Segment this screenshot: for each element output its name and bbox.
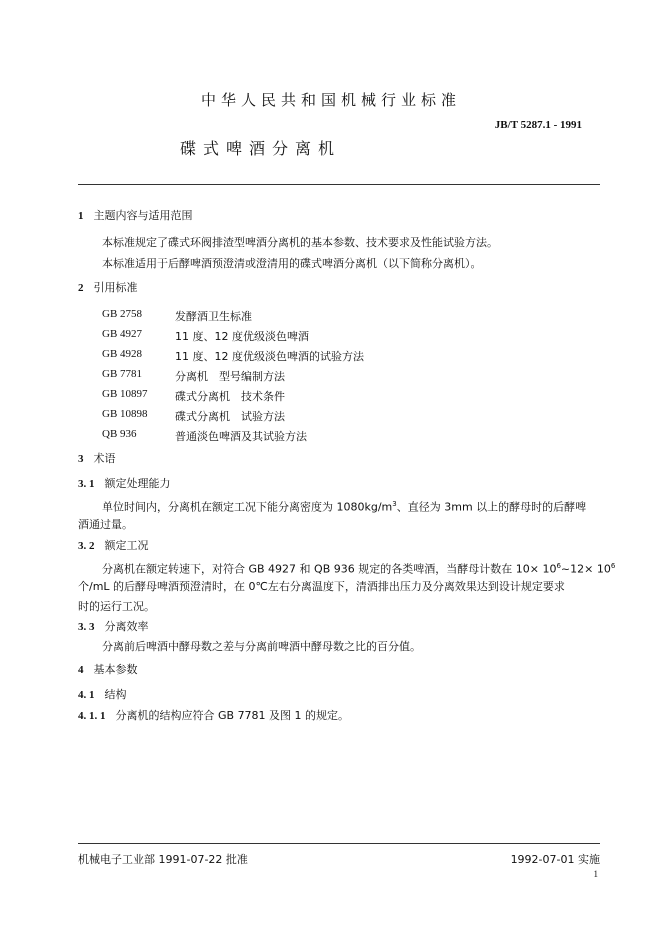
header-divider	[78, 184, 600, 185]
footer-divider	[78, 843, 600, 844]
paragraph	[102, 559, 615, 577]
section-title: 主题内容与适用范围	[93, 209, 193, 222]
page-number: 1	[593, 869, 598, 879]
paragraph-continuation: 时的运行工况。	[78, 600, 155, 613]
section-2-heading	[78, 281, 138, 295]
subsection-text: 分离机的结构应符合 GB 7781 及图 1 的规定。	[115, 709, 350, 722]
approval-statement: 机械电子工业部 1991-07-22 批准	[78, 853, 248, 866]
paragraph: 本标准适用于后酵啤酒预澄清或澄清用的碟式啤酒分离机（以下简称分离机）。	[102, 257, 482, 270]
section-4-heading	[78, 663, 138, 677]
section-number: 2	[78, 282, 84, 294]
paragraph: 本标准规定了碟式环阀排渣型啤酒分离机的基本参数、技术要求及性能试验方法。	[102, 236, 498, 249]
subsection-3-2-heading	[78, 539, 149, 553]
paragraph	[102, 497, 586, 515]
standard-number: JB/T 5287.1 - 1991	[494, 119, 582, 131]
subsection-title: 额定处理能力	[104, 477, 171, 490]
subsection-number: 4. 1	[78, 689, 95, 701]
section-title: 术语	[93, 452, 116, 465]
reference-code: GB 4928	[102, 348, 143, 360]
subsection-4-1-1-heading	[78, 709, 349, 723]
section-title: 基本参数	[93, 663, 138, 676]
text-run: 、直径为 3mm 以上的酵母时的后酵啤	[396, 500, 587, 514]
subsection-title: 额定工况	[104, 539, 149, 552]
section-number: 1	[78, 210, 84, 222]
text-run: ~12× 10	[560, 562, 611, 576]
section-title: 引用标准	[93, 281, 138, 294]
subsection-number: 3. 3	[78, 621, 95, 633]
reference-code: GB 10898	[102, 408, 148, 420]
subsection-3-3-heading	[78, 620, 149, 634]
reference-title: 发酵酒卫生标准	[175, 310, 252, 323]
paragraph-continuation: 酒通过量。	[78, 518, 133, 531]
superscript: 6	[556, 562, 561, 570]
reference-code: GB 10897	[102, 388, 148, 400]
paragraph-continuation: 个/mL 的后酵母啤酒预澄清时，在 0℃左右分离温度下，清酒排出压力及分离效果达到设计规定要求	[78, 580, 565, 593]
subsection-4-1-heading	[78, 688, 127, 702]
subsection-title: 结构	[104, 688, 127, 701]
section-3-heading	[78, 452, 116, 466]
reference-title: 碟式分离机 技术条件	[175, 390, 285, 403]
implementation-date: 1992-07-01 实施	[510, 853, 600, 866]
superscript: 3	[392, 500, 397, 508]
subsection-number: 3. 2	[78, 540, 95, 552]
reference-code: GB 4927	[102, 328, 143, 340]
reference-title: 碟式分离机 试验方法	[175, 410, 285, 423]
text-run: 单位时间内，分离机在额定工况下能分离密度为 1080kg/m	[102, 500, 393, 514]
section-number: 4	[78, 664, 84, 676]
paragraph: 分离前后啤酒中酵母数之差与分离前啤酒中酵母数之比的百分值。	[102, 640, 421, 653]
text-run: 分离机在额定转速下，对符合 GB 4927 和 QB 936 规定的各类啤酒，当酵母计数在 10× 10	[102, 562, 557, 576]
subsection-number: 3. 1	[78, 478, 95, 490]
reference-code: QB 936	[102, 428, 137, 440]
standard-type-header: 中华人民共和国机械行业标准	[200, 91, 461, 109]
subsection-title: 分离效率	[104, 620, 149, 633]
subsection-number: 4. 1. 1	[78, 710, 106, 722]
document-title: 碟式啤酒分离机	[180, 139, 342, 158]
reference-code: GB 7781	[102, 368, 143, 380]
superscript: 6	[610, 562, 616, 570]
reference-title: 普通淡色啤酒及其试验方法	[175, 430, 307, 443]
section-number: 3	[78, 453, 84, 465]
reference-title: 分离机 型号编制方法	[175, 370, 285, 383]
reference-code: GB 2758	[102, 308, 143, 320]
reference-title: 11 度、12 度优级淡色啤酒	[175, 330, 309, 343]
subsection-3-1-heading	[78, 477, 171, 491]
reference-title: 11 度、12 度优级淡色啤酒的试验方法	[175, 350, 364, 363]
section-1-heading	[78, 209, 193, 223]
